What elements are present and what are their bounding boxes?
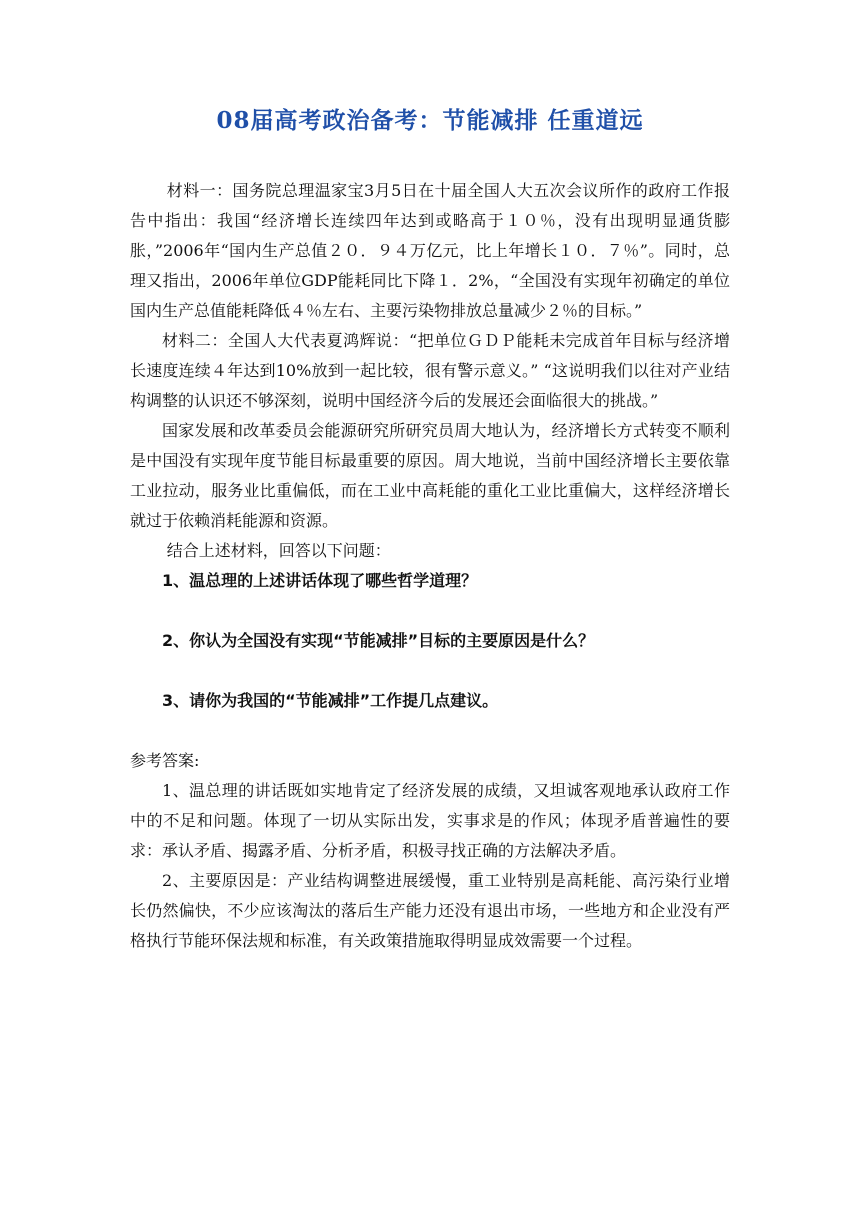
question-prompt: 结合上述材料，回答以下问题： (166, 541, 391, 560)
question-3: 3、请你为我国的“节能减排”工作提几点建议。 (162, 691, 499, 710)
document-body (130, 176, 730, 956)
material-one: 材料一：国务院总理温家宝3月5日在十届全国人大五次会议所作的政府工作报告中指出：我国“经济增长连续四年达到或略高于１０％，没有出现明显通货膨胀，”2006年“国内生产总值２０．９４万亿元，比上年增长１０．７％”。同时，总理又指出，2006年单位GDP能耗同比下降１．2%，“全国没有实现年初确定的单位国内生产总值能耗降低４％左右、主要污染物排放总量减少２％的目标。” (130, 181, 730, 320)
document-title: 08届高考政治备考：节能减排 任重道远 (216, 107, 644, 134)
answer-2: 2、主要原因是：产业结构调整进展缓慢，重工业特别是高耗能、高污染行业增长仍然偏快，不少应该淘汰的落后生产能力还没有退出市场，一些地方和企业没有严格执行节能环保法规和标准，有关政策措施取得明显成效需要一个过程。 (130, 871, 730, 950)
answer-heading: 参考答案: (130, 751, 200, 770)
answer-space (130, 596, 730, 626)
question-2: 2、你认为全国没有实现“节能减排”目标的主要原因是什么？ (162, 631, 595, 650)
question-1: 1、温总理的上述讲话体现了哪些哲学道理？ (162, 571, 478, 590)
material-three: 国家发展和改革委员会能源研究所研究员周大地认为，经济增长方式转变不顺利是中国没有实现年度节能目标最重要的原因。周大地说，当前中国经济增长主要依靠工业拉动，服务业比重偏低，而在工业中高耗能的重化工业比重偏大，这样经济增长就过于依赖消耗能源和资源。 (130, 421, 730, 530)
answer-1: 1、温总理的讲话既如实地肯定了经济发展的成绩，又坦诚客观地承认政府工作中的不足和问题。体现了一切从实际出发，实事求是的作风；体现矛盾普遍性的要求：承认矛盾、揭露矛盾、分析矛盾，积极寻找正确的方法解决矛盾。 (130, 781, 730, 860)
answer-space (130, 656, 730, 686)
material-two: 材料二：全国人大代表夏鸿辉说：“把单位ＧＤＰ能耗未完成首年目标与经济增长速度连续４年达到10%放到一起比较，很有警示意义。” “这说明我们以往对产业结构调整的认识还不够深刻，说明中国经济今后的发展还会面临很大的挑战。” (130, 331, 730, 410)
answer-space (130, 716, 730, 746)
